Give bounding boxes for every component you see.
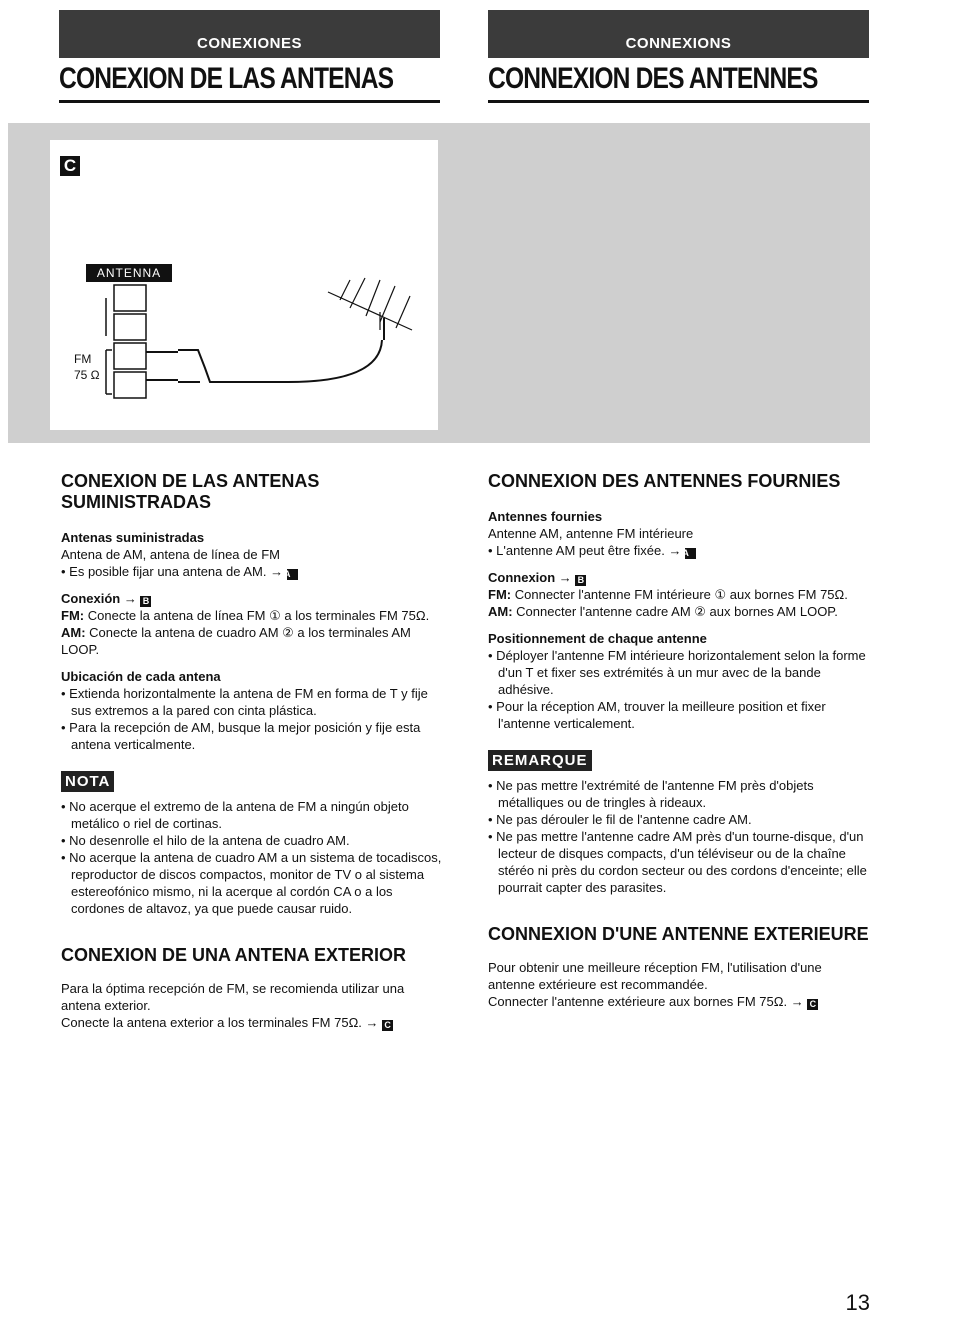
section-band-fr	[488, 10, 869, 58]
list-item: • Pour la réception AM, trouver la meilleure position et fixer l'antenne verticalement.	[488, 698, 870, 732]
body-text: Para la óptima recepción de FM, se recomienda utilizar una antena exterior.	[61, 981, 405, 1013]
list-item: • Ne pas mettre l'extrémité de l'antenne FM près d'objets métalliques ou de tringles à rideaux.	[488, 777, 870, 811]
subsection-title-text: Connexion →	[488, 570, 572, 585]
section-title: CONNEXION D'UNE ANTENNE EXTERIEURE	[488, 924, 869, 944]
section-band-label: CONNEXIONS	[625, 35, 732, 52]
body-text-span: Connecter l'antenne extérieure aux bornes FM 75Ω. →	[488, 994, 804, 1009]
title-rule-fr	[488, 100, 869, 103]
body-text	[61, 607, 443, 624]
figure-ref-icon: A	[685, 548, 696, 559]
body-text	[488, 586, 870, 603]
fm-cable	[146, 318, 384, 382]
body-text	[488, 603, 870, 620]
list-item: • Extienda horizontalmente la antena de FM en forma de T y fije sus extremos a la pared con cinta plástica.	[61, 685, 443, 719]
note-badge: NOTA	[61, 771, 114, 792]
subsection-title-text: Conexión →	[61, 591, 137, 606]
body-text-span: Conecte la antena exterior a los terminales FM 75Ω. →	[61, 1015, 379, 1030]
fm-antenna-icon	[328, 278, 412, 330]
page-title-fr: CONNEXION DES ANTENNES	[488, 62, 818, 95]
subsection-title: Antennes fournies	[488, 509, 603, 524]
list-item: • Ne pas mettre l'antenne cadre AM près d'un tourne-disque, d'un lecteur de disques compacts, d'un téléviseur ou de la chaîne stéréo ni près du cordon secteur ou des cordons d'enceinte; elle pourrait capter des parasites.	[488, 828, 870, 896]
body-text	[488, 993, 870, 1010]
list-item: • No acerque el extremo de la antena de FM a ningún objeto metálico o riel de cortinas.	[61, 798, 443, 832]
subsection-title	[61, 590, 443, 607]
column-fr	[488, 471, 870, 1010]
list-item: • Ne pas dérouler le fil de l'antenne cadre AM.	[488, 811, 870, 828]
ohm-label: 75 Ω	[74, 368, 100, 382]
section-band-es	[59, 10, 440, 58]
figure-label: C	[60, 156, 80, 176]
antenna-figure	[50, 140, 438, 430]
body-text: Antena de AM, antena de línea de FM	[61, 547, 280, 562]
antenna-label: ANTENNA	[86, 264, 172, 282]
terminal-block	[106, 285, 146, 398]
page-number: 13	[845, 1290, 870, 1315]
fm-terminal-label: FM	[74, 352, 92, 366]
term-key: AM:	[488, 604, 513, 619]
term-text: Conecte la antena de línea FM ① a los terminales FM 75Ω.	[87, 608, 430, 623]
section-title: CONNEXION DES ANTENNES FOURNIES	[488, 471, 841, 491]
section-band-label: CONEXIONES	[196, 35, 303, 52]
figure-ref-icon: A	[287, 569, 298, 580]
title-rule-es	[59, 100, 440, 103]
list-item: • No desenrolle el hilo de la antena de cuadro AM.	[61, 832, 443, 849]
antenna-diagram	[50, 140, 438, 430]
term-text: Connecter l'antenne cadre AM ② aux bornes AM LOOP.	[516, 604, 838, 619]
list-item: • Para la recepción de AM, busque la mejor posición y fije esta antena verticalmente.	[61, 719, 443, 753]
list-item	[488, 542, 870, 559]
list-item: • Déployer l'antenne FM intérieure horizontalement selon la forme d'un T et fixer ses extrémités à un mur avec de la bande adhésive.	[488, 647, 870, 698]
figure-ref-icon: B	[140, 596, 151, 607]
body-text: Pour obtenir une meilleure réception FM, l'utilisation d'une antenne extérieure est recommandée.	[488, 960, 822, 992]
list-item: • No acerque la antena de cuadro AM a un sistema de tocadiscos, reproductor de discos compactos, monitor de TV o al sistema estereofónico mismo, ni la acerque al cordón CA o a los cordones de altavoz, ya que puede causar ruido.	[61, 849, 443, 917]
term-text: Connecter l'antenne FM intérieure ① aux bornes FM 75Ω.	[514, 587, 848, 602]
term-key: AM:	[61, 625, 86, 640]
figure-ref-icon: B	[575, 575, 586, 586]
section-title: CONEXION DE UNA ANTENA EXTERIOR	[61, 945, 407, 965]
column-es	[61, 471, 443, 1031]
term-key: FM:	[61, 608, 85, 623]
body-text	[61, 624, 443, 658]
subsection-title: Ubicación de cada antena	[61, 669, 221, 684]
list-item	[61, 563, 443, 580]
page-title-es: CONEXION DE LAS ANTENAS	[59, 62, 394, 95]
subsection-title: Antenas suministradas	[61, 530, 205, 545]
list-item-text: L'antenne AM peut être fixée. →	[496, 543, 682, 558]
term-key: FM:	[488, 587, 512, 602]
note-badge: REMARQUE	[488, 750, 592, 771]
figure-ref-icon: C	[807, 999, 818, 1010]
figure-ref-icon: C	[382, 1020, 393, 1031]
body-text: Antenne AM, antenne FM intérieure	[488, 526, 694, 541]
subsection-title: Positionnement de chaque antenne	[488, 631, 707, 646]
subsection-title	[488, 569, 870, 586]
body-text	[61, 1014, 443, 1031]
term-text: Conecte la antena de cuadro AM ② a los terminales AM LOOP.	[61, 625, 411, 657]
section-title: CONEXION DE LAS ANTENAS SUMINISTRADAS	[61, 471, 320, 512]
list-item-text: Es posible fijar una antena de AM. →	[69, 564, 284, 579]
